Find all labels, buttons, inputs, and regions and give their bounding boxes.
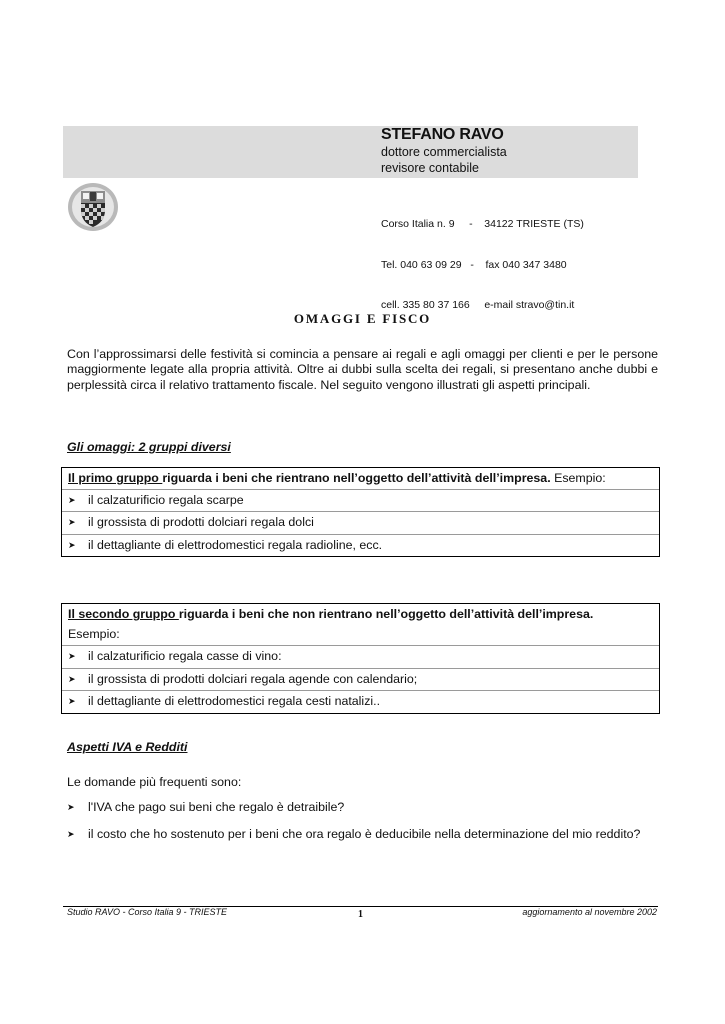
group2-box	[61, 603, 660, 714]
arrowhead-bullet-icon: ➤	[67, 829, 75, 839]
header-bar	[63, 126, 638, 178]
phone-line: Tel. 040 63 09 29 - fax 040 347 3480	[381, 258, 567, 271]
page-number: 1	[358, 909, 363, 920]
list-item-text: il dettagliante di elettrodomestici regala cesti natalizi..	[88, 694, 381, 708]
arrowhead-bullet-icon: ➤	[68, 651, 76, 661]
group1-text: riguarda i beni che rientrano nell’oggetto dell’attività dell’impresa.	[162, 471, 551, 485]
crest-logo	[67, 182, 119, 232]
group1-example-label: Esempio:	[550, 471, 606, 485]
list-item-text: il calzaturificio regala scarpe	[88, 492, 244, 507]
question-item	[67, 827, 658, 843]
arrowhead-bullet-icon: ➤	[68, 539, 76, 550]
role-line-2: revisore contabile	[381, 160, 479, 175]
list-item	[62, 645, 659, 668]
group1-lead: Il primo gruppo	[68, 471, 163, 485]
question-text: l'IVA che pago sui beni che regalo è detraibile?	[88, 800, 345, 814]
contact-block	[381, 191, 584, 326]
list-item-text: il calzaturificio regala casse di vino:	[88, 649, 282, 663]
list-item	[62, 668, 659, 691]
list-item	[62, 690, 659, 713]
footer-update-date: aggiornamento al novembre 2002	[522, 907, 657, 917]
group2-lead: Il secondo gruppo	[68, 607, 179, 621]
group2-example-label: Esempio:	[68, 626, 120, 641]
group2-text: riguarda i beni che non rientrano nell’oggetto dell’attività dell’impresa.	[178, 607, 594, 621]
mobile-email-line: cell. 335 80 37 166 e-mail stravo@tin.it	[381, 299, 575, 311]
arrowhead-bullet-icon: ➤	[68, 494, 76, 505]
arrowhead-bullet-icon: ➤	[67, 802, 75, 812]
list-item	[62, 534, 659, 557]
address-line: Corso Italia n. 9 - 34122 TRIESTE (TS)	[381, 218, 584, 230]
intro-paragraph: Con l’approssimarsi delle festività si comincia a pensare ai regali e agli omaggi per clienti e per le persone maggiormente legate alla propria attività. Oltre ai dubbi sulla scelta dei regali, si presentano anche dubbi e perplessità circa il relativo trattamento fiscale. Nel seguito vengono illustrati gli aspetti principali.	[67, 347, 658, 392]
arrowhead-bullet-icon: ➤	[68, 673, 76, 684]
section-heading-iva: Aspetti IVA e Redditi	[67, 740, 188, 754]
professional-name: STEFANO RAVO	[381, 126, 504, 143]
group1-box	[61, 467, 660, 557]
document-title: OMAGGI E FISCO	[293, 311, 432, 326]
list-item-text: il grossista di prodotti dolciari regala dolci	[88, 515, 314, 529]
list-item	[62, 489, 659, 512]
letterhead	[381, 125, 507, 176]
question-text: il costo che ho sostenuto per i beni che ora regalo è deducibile nella determinazione del mio reddito?	[88, 827, 641, 841]
questions-intro: Le domande più frequenti sono:	[67, 775, 242, 789]
role-line-1: dottore commercialista	[381, 145, 507, 159]
list-item	[62, 511, 659, 534]
question-item	[67, 800, 658, 816]
arrowhead-bullet-icon: ➤	[68, 517, 76, 527]
footer-studio: Studio RAVO - Corso Italia 9 - TRIESTE	[67, 907, 228, 917]
group1-heading	[62, 468, 659, 489]
list-item-text: il dettagliante di elettrodomestici regala radioline, ecc.	[88, 537, 383, 552]
list-item-text: il grossista di prodotti dolciari regala agende con calendario;	[88, 671, 418, 686]
arrowhead-bullet-icon: ➤	[68, 696, 76, 706]
section-heading-omaggi: Gli omaggi: 2 gruppi diversi	[67, 440, 231, 454]
group2-heading	[62, 604, 659, 625]
